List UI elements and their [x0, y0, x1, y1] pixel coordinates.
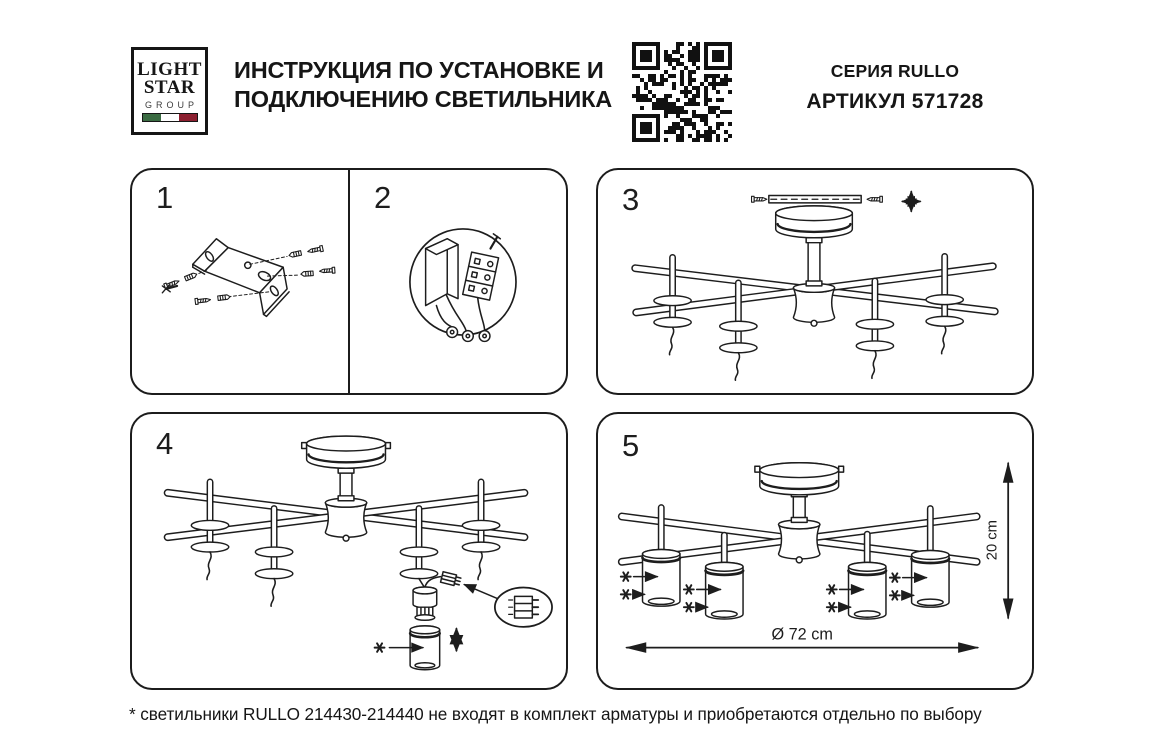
dowel-icon: [289, 251, 302, 258]
ceiling-mounting-plate: [752, 196, 883, 203]
step-number-2: 2: [374, 180, 392, 215]
wiring-detail-circle: [410, 229, 516, 341]
terminal-block: [463, 252, 499, 300]
logo-word-star: STAR: [143, 76, 196, 98]
step5-illustration: [598, 414, 1032, 688]
lamp-shade: [912, 551, 949, 608]
mounting-bracket: [193, 239, 289, 317]
series-label: СЕРИЯ RULLO: [830, 61, 960, 81]
page-title: [234, 56, 612, 114]
step3-illustration: [598, 170, 1032, 393]
detached-lamp-socket: [413, 577, 441, 621]
panel-step-5: [596, 412, 1034, 690]
screw-icon: [195, 297, 211, 305]
dowel-icon: [218, 294, 231, 300]
lightstar-logo: [131, 47, 208, 135]
panel-step-3: [596, 168, 1034, 395]
wires: [436, 295, 484, 330]
step-number-4: 4: [156, 426, 174, 461]
panel-step-4: [130, 412, 568, 690]
detail-pointer-line: [464, 585, 497, 599]
step-number-5: 5: [622, 428, 640, 463]
flag-red-segment: [179, 114, 197, 121]
lamp-shade: [706, 562, 743, 619]
flag-white-segment: [161, 114, 179, 121]
terminal-screw: [490, 234, 500, 249]
stem: [806, 238, 822, 286]
asterisk-marker: [375, 643, 385, 651]
lamp-shade: [643, 550, 680, 607]
move-arrows-icon: [902, 192, 920, 212]
central-hub: [779, 520, 820, 563]
ceiling-canopy: [776, 206, 853, 238]
terminal-detail-circle: [495, 587, 552, 626]
ceiling-canopy: [302, 436, 391, 468]
qr-code-pattern: [632, 42, 732, 142]
dowel-icon: [301, 271, 314, 276]
flag-green-segment: [143, 114, 161, 121]
page-title-line2: ПОДКЛЮЧЕНИЮ СВЕТИЛЬНИКА: [234, 86, 612, 112]
screw-icon: [752, 196, 767, 202]
stem: [338, 468, 354, 501]
logo-word-group: GROUP: [144, 99, 198, 110]
stem: [791, 492, 807, 523]
step4-illustration: [132, 414, 566, 688]
logo-word-light: LIGHT: [137, 58, 202, 80]
dimension-height: [984, 463, 1008, 618]
screw-icon: [319, 267, 335, 274]
screw-icon: [307, 245, 323, 254]
lamp-shade: [849, 562, 886, 619]
junction-box: [426, 239, 458, 306]
page-title-line1: ИНСТРУКЦИЯ ПО УСТАНОВКЕ И: [234, 57, 604, 83]
screw-icon: [867, 196, 882, 202]
qr-code: [632, 42, 732, 142]
central-hub: [793, 283, 834, 326]
ring-terminals: [447, 327, 490, 342]
ceiling-canopy: [755, 463, 844, 495]
footnote: * светильники RULLO 214430-214440 не входят в комплект арматуры и приобретаются отдельно по выбору: [129, 704, 982, 724]
article-label: АРТИКУЛ 571728: [806, 90, 984, 113]
central-hub: [325, 498, 366, 541]
step1-step2-illustration: [132, 170, 566, 393]
diameter-label: Ø 72 cm: [771, 625, 833, 644]
step-number-1: 1: [156, 180, 174, 215]
dimension-diameter: [627, 626, 978, 648]
step-number-3: 3: [622, 182, 640, 217]
wire-connector: [441, 572, 462, 587]
dowel-icon: [184, 272, 197, 281]
height-label: 20 cm: [984, 520, 1001, 561]
italian-flag-bar: [142, 113, 198, 122]
panel-step-1-2: [130, 168, 568, 395]
